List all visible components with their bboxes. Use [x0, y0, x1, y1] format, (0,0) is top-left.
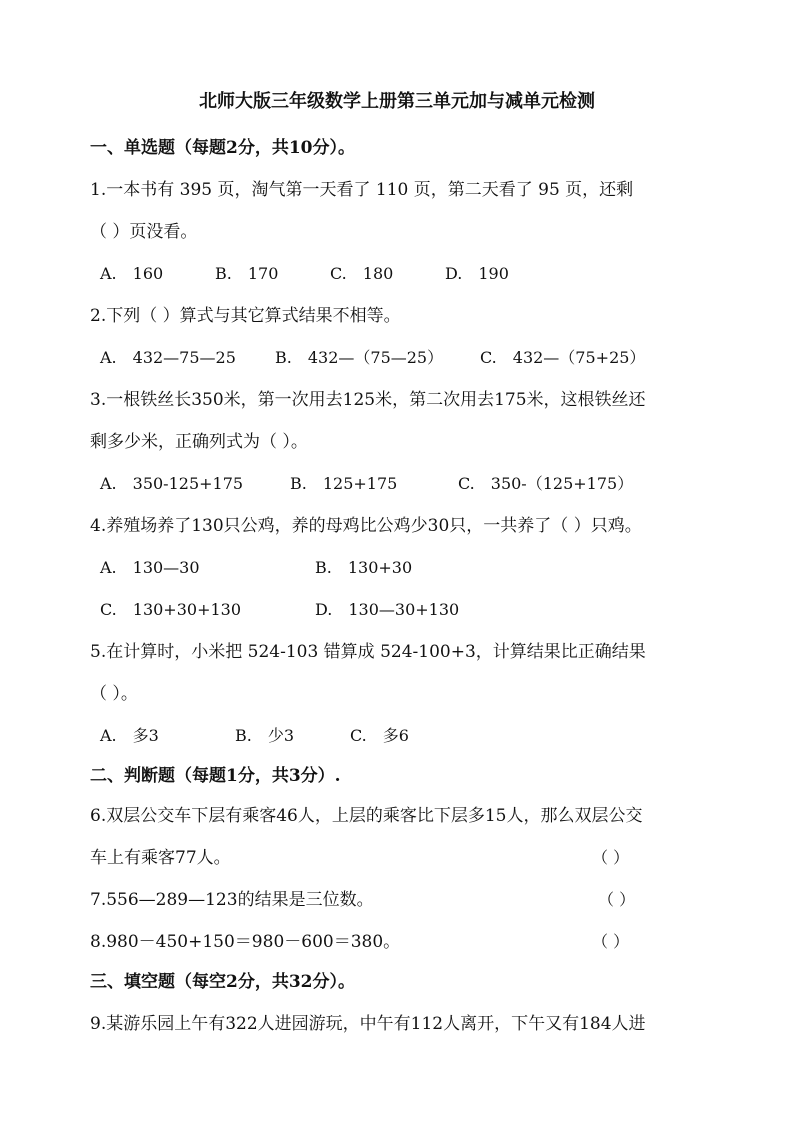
question-3-line-1: 3.一根铁丝长350米，第一次用去125米，第二次用去175米，这根铁丝还 — [90, 390, 646, 410]
option-c: C. 180 — [330, 264, 394, 283]
worksheet-title: 北师大版三年级数学上册第三单元加与减单元检测 — [199, 91, 595, 112]
question-6-line-1: 6.双层公交车下层有乘客46人，上层的乘客比下层多15人，那么双层公交 — [90, 806, 643, 826]
question-8-line-1: 8.980－450+150＝980－600＝380。 — [90, 932, 401, 952]
question-5-options — [100, 724, 710, 748]
option-a: A. 160 — [100, 264, 164, 283]
question-1-line-2: （ ）页没看。 — [90, 222, 198, 242]
question-4-options-row-2 — [100, 598, 710, 622]
section-heading-fill-blank: 三、填空题（每空2分，共32分）。 — [90, 972, 355, 992]
answer-blank[interactable]: （ ） — [592, 848, 630, 867]
answer-blank[interactable]: （ ） — [598, 890, 636, 909]
option-c: C. 130+30+130 — [100, 600, 242, 619]
answer-blank[interactable]: （ ） — [592, 932, 630, 951]
question-5-line-2: （ ）。 — [90, 684, 138, 704]
question-3-options — [100, 472, 710, 496]
option-a: A. 350-125+175 — [100, 474, 244, 493]
question-1-options — [100, 262, 710, 286]
section-heading-true-false: 二、判断题（每题1分，共3分）. — [90, 766, 341, 786]
question-2-options — [100, 346, 710, 370]
question-1-line-1: 1.一本书有 395 页，淘气第一天看了 110 页，第二天看了 95 页，还剩 — [90, 180, 634, 200]
question-6-line-2: 车上有乘客77人。 — [90, 848, 231, 868]
option-b: B. 125+175 — [290, 474, 398, 493]
option-c: C. 多6 — [350, 726, 409, 745]
option-c: C. 432—（75+25） — [480, 348, 646, 367]
question-3-line-2: 剩多少米，正确列式为（ ）。 — [90, 432, 308, 452]
option-b: B. 170 — [215, 264, 279, 283]
question-5-line-1: 5.在计算时，小米把 524-103 错算成 524-100+3，计算结果比正确结果 — [90, 642, 646, 662]
question-2-line-1: 2.下列（ ）算式与其它算式结果不相等。 — [90, 306, 401, 326]
option-d: D. 190 — [445, 264, 509, 283]
option-a: A. 432—75—25 — [100, 348, 236, 367]
question-7-line-1: 7.556—289—123的结果是三位数。 — [90, 890, 374, 910]
option-a: A. 130—30 — [100, 558, 200, 577]
option-b: B. 130+30 — [315, 558, 413, 577]
option-c: C. 350-（125+175） — [458, 474, 634, 493]
option-d: D. 130—30+130 — [315, 600, 460, 619]
option-b: B. 432—（75—25） — [275, 348, 444, 367]
option-b: B. 少3 — [235, 726, 295, 745]
section-heading-single-choice: 一、单选题（每题2分，共10分）。 — [90, 138, 355, 158]
question-4-line-1: 4.养殖场养了130只公鸡，养的母鸡比公鸡少30只，一共养了（ ）只鸡。 — [90, 516, 642, 536]
question-9-line-1: 9.某游乐园上午有322人进园游玩，中午有112人离开，下午又有184人进 — [90, 1014, 646, 1034]
option-a: A. 多3 — [100, 726, 159, 745]
question-4-options-row-1 — [100, 556, 710, 580]
